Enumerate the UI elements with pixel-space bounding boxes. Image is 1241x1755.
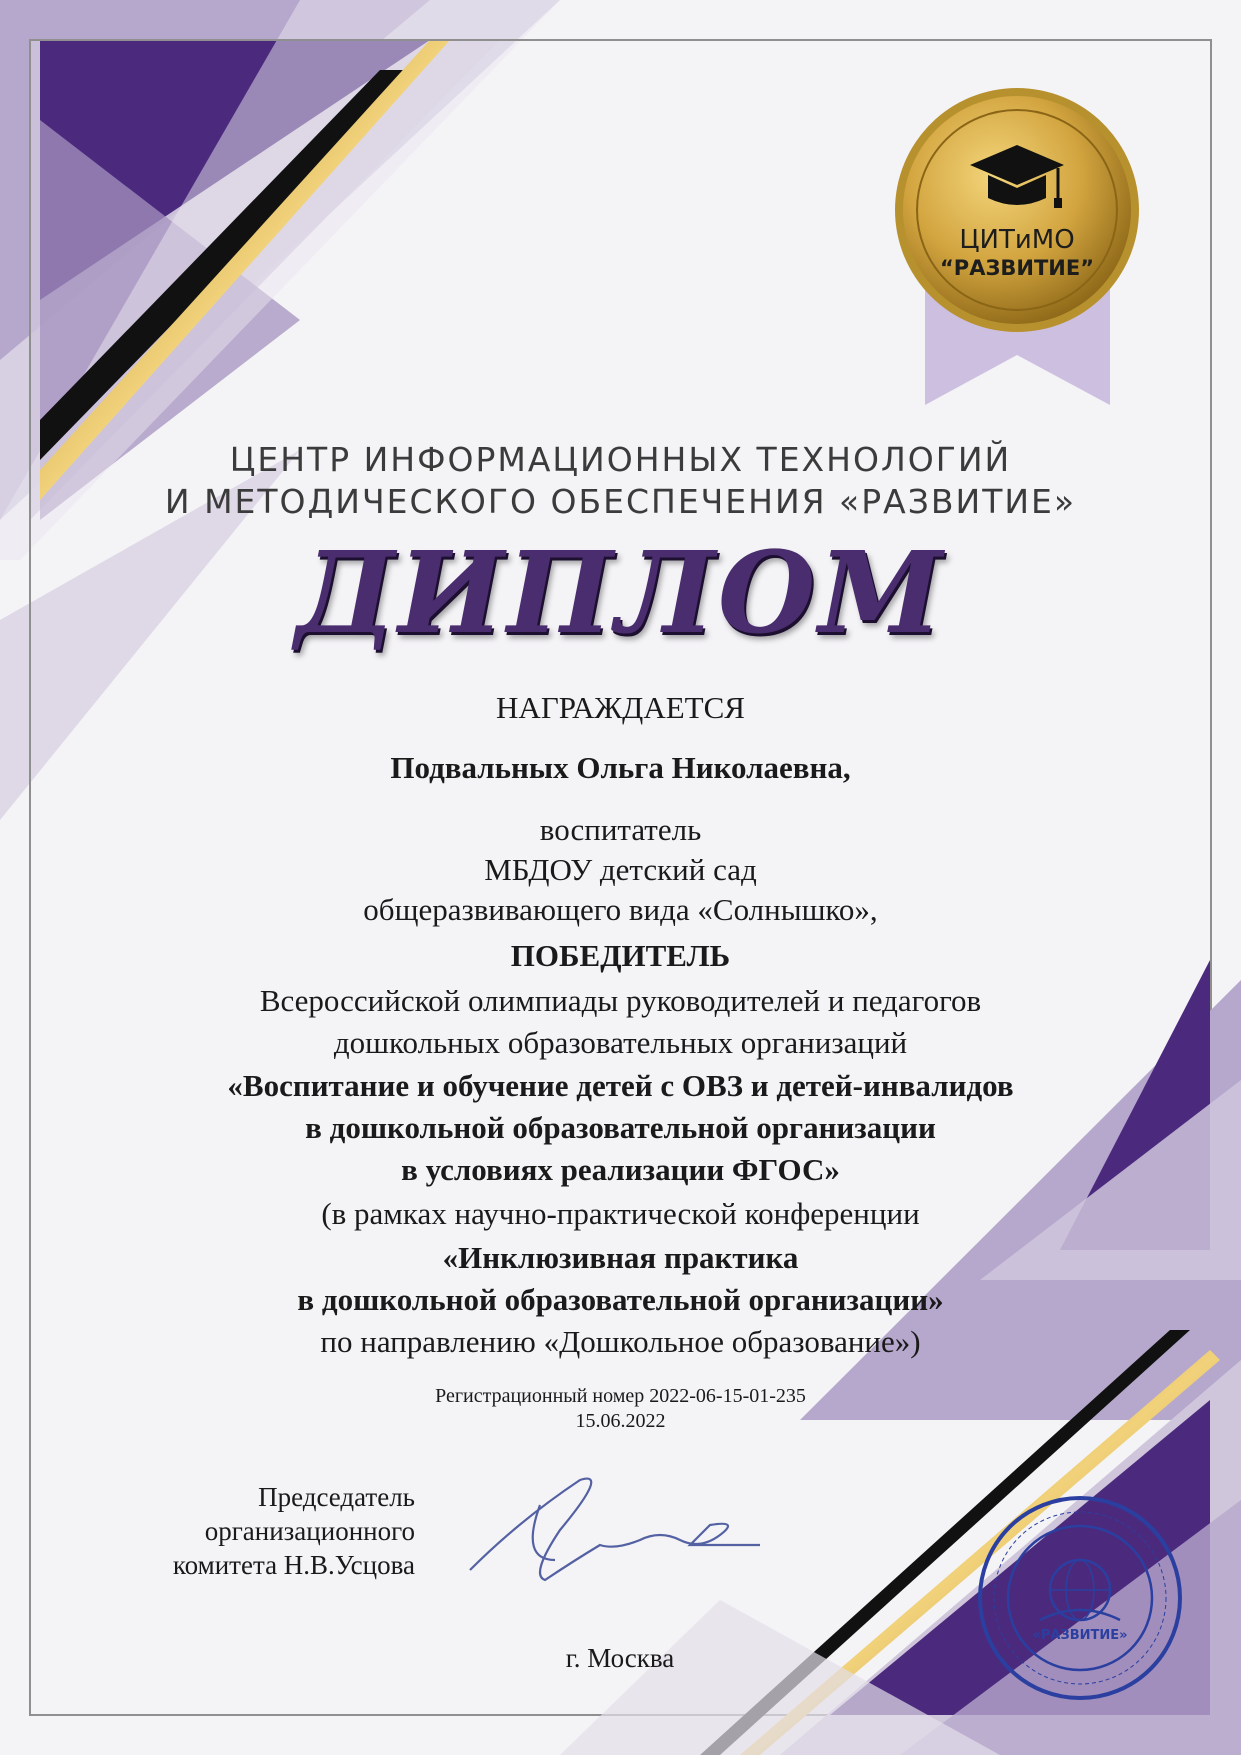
signature-line-3: комитета Н.В.Усцова: [172, 1550, 415, 1580]
conference-line-3: в дошкольной образовательной организации»: [297, 1282, 944, 1317]
topic-line-3: в условиях реализации ФГОС»: [401, 1152, 840, 1187]
event-line-1: Всероссийской олимпиады руководителей и педагогов: [259, 983, 982, 1018]
recipient-name: Подвальных Ольга Николаевна,: [390, 750, 851, 785]
signature-block: [110, 1480, 415, 1582]
institution-line-1: МБДОУ детский сад: [484, 852, 757, 887]
city: г. Москва: [565, 1643, 675, 1673]
awarded-label: НАГРАЖДАЕТСЯ: [496, 690, 745, 725]
conference-line-2: «Инклюзивная практика: [442, 1240, 799, 1275]
org-name-line-2: И МЕТОДИЧЕСКОГО ОБЕСПЕЧЕНИЯ «РАЗВИТИЕ»: [164, 482, 1077, 521]
signature-line-2: организационного: [204, 1516, 415, 1546]
conference-line-1: (в рамках научно-практической конференции: [321, 1196, 920, 1231]
conference-line-4: по направлению «Дошкольное образование»): [320, 1324, 921, 1359]
registration-date: 15.06.2022: [575, 1410, 666, 1432]
seal-badge: [895, 88, 1139, 332]
institution-line-2: общеразвивающего вида «Солнышко»,: [363, 892, 878, 927]
topic-line-1: «Воспитание и обучение детей с ОВЗ и детей-инвалидов: [227, 1068, 1014, 1103]
seal-text-top: ЦИТиМО: [959, 225, 1075, 255]
seal-text-bottom: “РАЗВИТИЕ”: [940, 256, 1094, 280]
registration-number: Регистрационный номер 2022-06-15-01-235: [435, 1385, 806, 1407]
event-line-2: дошкольных образовательных организаций: [333, 1025, 908, 1060]
topic-line-2: в дошкольной образовательной организации: [305, 1110, 936, 1145]
document-title: ДИПЛОМ: [295, 528, 946, 659]
recipient-position: воспитатель: [539, 812, 702, 847]
stamp-text: «РАЗВИТИЕ»: [1032, 1628, 1128, 1643]
award-status: ПОБЕДИТЕЛЬ: [510, 938, 731, 973]
org-name-line-1: ЦЕНТР ИНФОРМАЦИОННЫХ ТЕХНОЛОГИЙ: [229, 440, 1012, 479]
signature-line-1: Председатель: [258, 1482, 415, 1512]
